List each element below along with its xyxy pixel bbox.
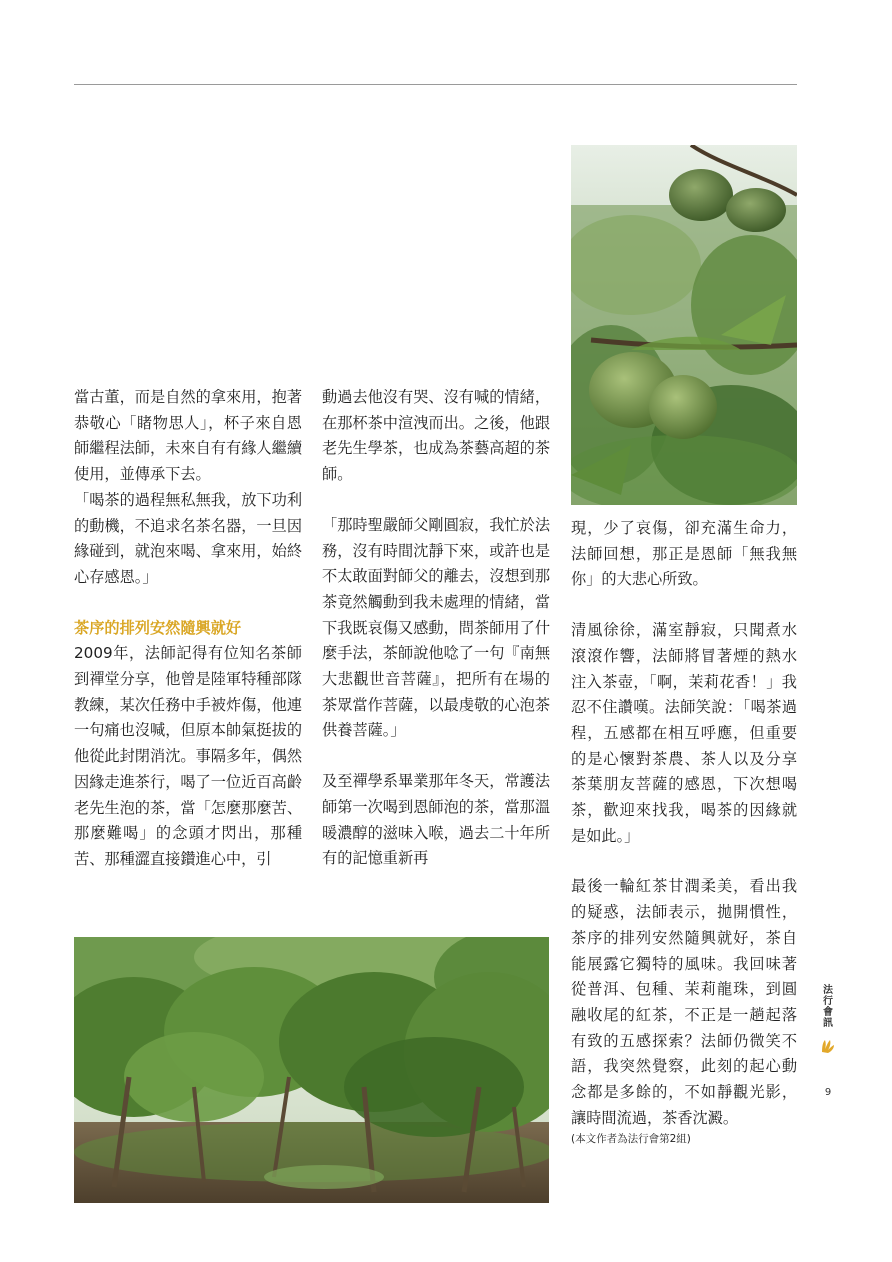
hand-leaf-icon [816,1037,840,1059]
author-note: (本文作者為法行會第2組) [571,1133,691,1146]
column2-paragraph-3: 及至禪學系畢業那年冬天，常護法師第一次喝到恩師泡的茶，當那溫暖濃醇的滋味入喉，過去二十年所有的記憶重新再 [322,772,550,868]
section-heading: 茶序的排列安然隨興就好 [74,618,242,637]
column2-paragraph-2: 「那時聖嚴師父剛圓寂，我忙於法務，沒有時間沈靜下來，或許也是不太敢面對師父的離去，沒想到那茶竟然觸動到我未處理的情緒，當下我既哀傷又感動，問茶師用了什麼手法，茶師說他唸了一句『南無大悲觀世音菩薩』，把所有在場的茶眾當作菩薩，以最虔敬的心泡茶供養菩薩。」 [322,515,550,740]
page-number: 9 [824,1087,832,1098]
column-3 [571,516,797,1147]
column1-paragraph-1: 當古董，而是自然的拿來用，抱著恭敬心「睹物思人」，杯子來自恩師繼程法師，未來自有有緣人繼續使用，並傳承下去。 [74,388,302,484]
column1-paragraph-3: 2009年，法師記得有位知名茶師到禪堂分享，他曾是陸軍特種部隊教練，某次任務中手被炸傷，他連一句痛也沒喊，但原本帥氣挺拔的他從此封閉消沈。事隔多年，偶然因緣走進茶行，喝了一位近百高齡老先生泡的茶，當「怎麼那麼苦、那麼難喝」的念頭才閃出，那種苦、那種澀直接鑽進心中，引 [74,644,302,868]
column3-paragraph-3: 最後一輪紅茶甘潤柔美，看出我的疑惑，法師表示，拋開慣性，茶序的排列安然隨興就好，茶自能展露它獨特的風味。我回味著從普洱、包種、茉莉龍珠，到圓融收尾的紅茶，不正是一趟起落有致的五感探索？法師仍微笑不語，我突然覺察，此刻的起心動念都是多餘的，不如靜觀光影，讓時間流過，茶香沈澱。 [571,877,797,1127]
top-rule [74,84,797,85]
tea-fruit-photo [571,145,797,505]
column-2 [322,385,550,872]
tea-garden-photo [74,937,549,1203]
publication-sidebar [816,985,840,1098]
column-1 [74,385,302,873]
publication-name: 法 行 會 訊 [823,985,833,1029]
column3-paragraph-2: 清風徐徐，滿室靜寂，只聞煮水滾滾作響，法師將冒著煙的熱水注入茶壺，「啊，茉莉花香！」我忍不住讚嘆。法師笑說：「喝茶過程，五感都在相互呼應，但重要的是心懷對茶農、茶人以及分享茶葉朋友菩薩的感恩，下次想喝茶，歡迎來找我，喝茶的因緣就是如此。」 [571,621,797,845]
column1-paragraph-2: 「喝茶的過程無私無我，放下功利的動機，不追求名茶名器，一旦因緣碰到，就泡來喝、拿來用，始終心存感恩。」 [74,490,302,586]
column2-paragraph-1: 動過去他沒有哭、沒有喊的情緒，在那杯茶中渲洩而出。之後，他跟老先生學茶，也成為茶藝高超的茶師。 [322,388,550,484]
column3-paragraph-1: 現，少了哀傷，卻充滿生命力，法師回想，那正是恩師「無我無你」的大悲心所致。 [571,519,797,589]
